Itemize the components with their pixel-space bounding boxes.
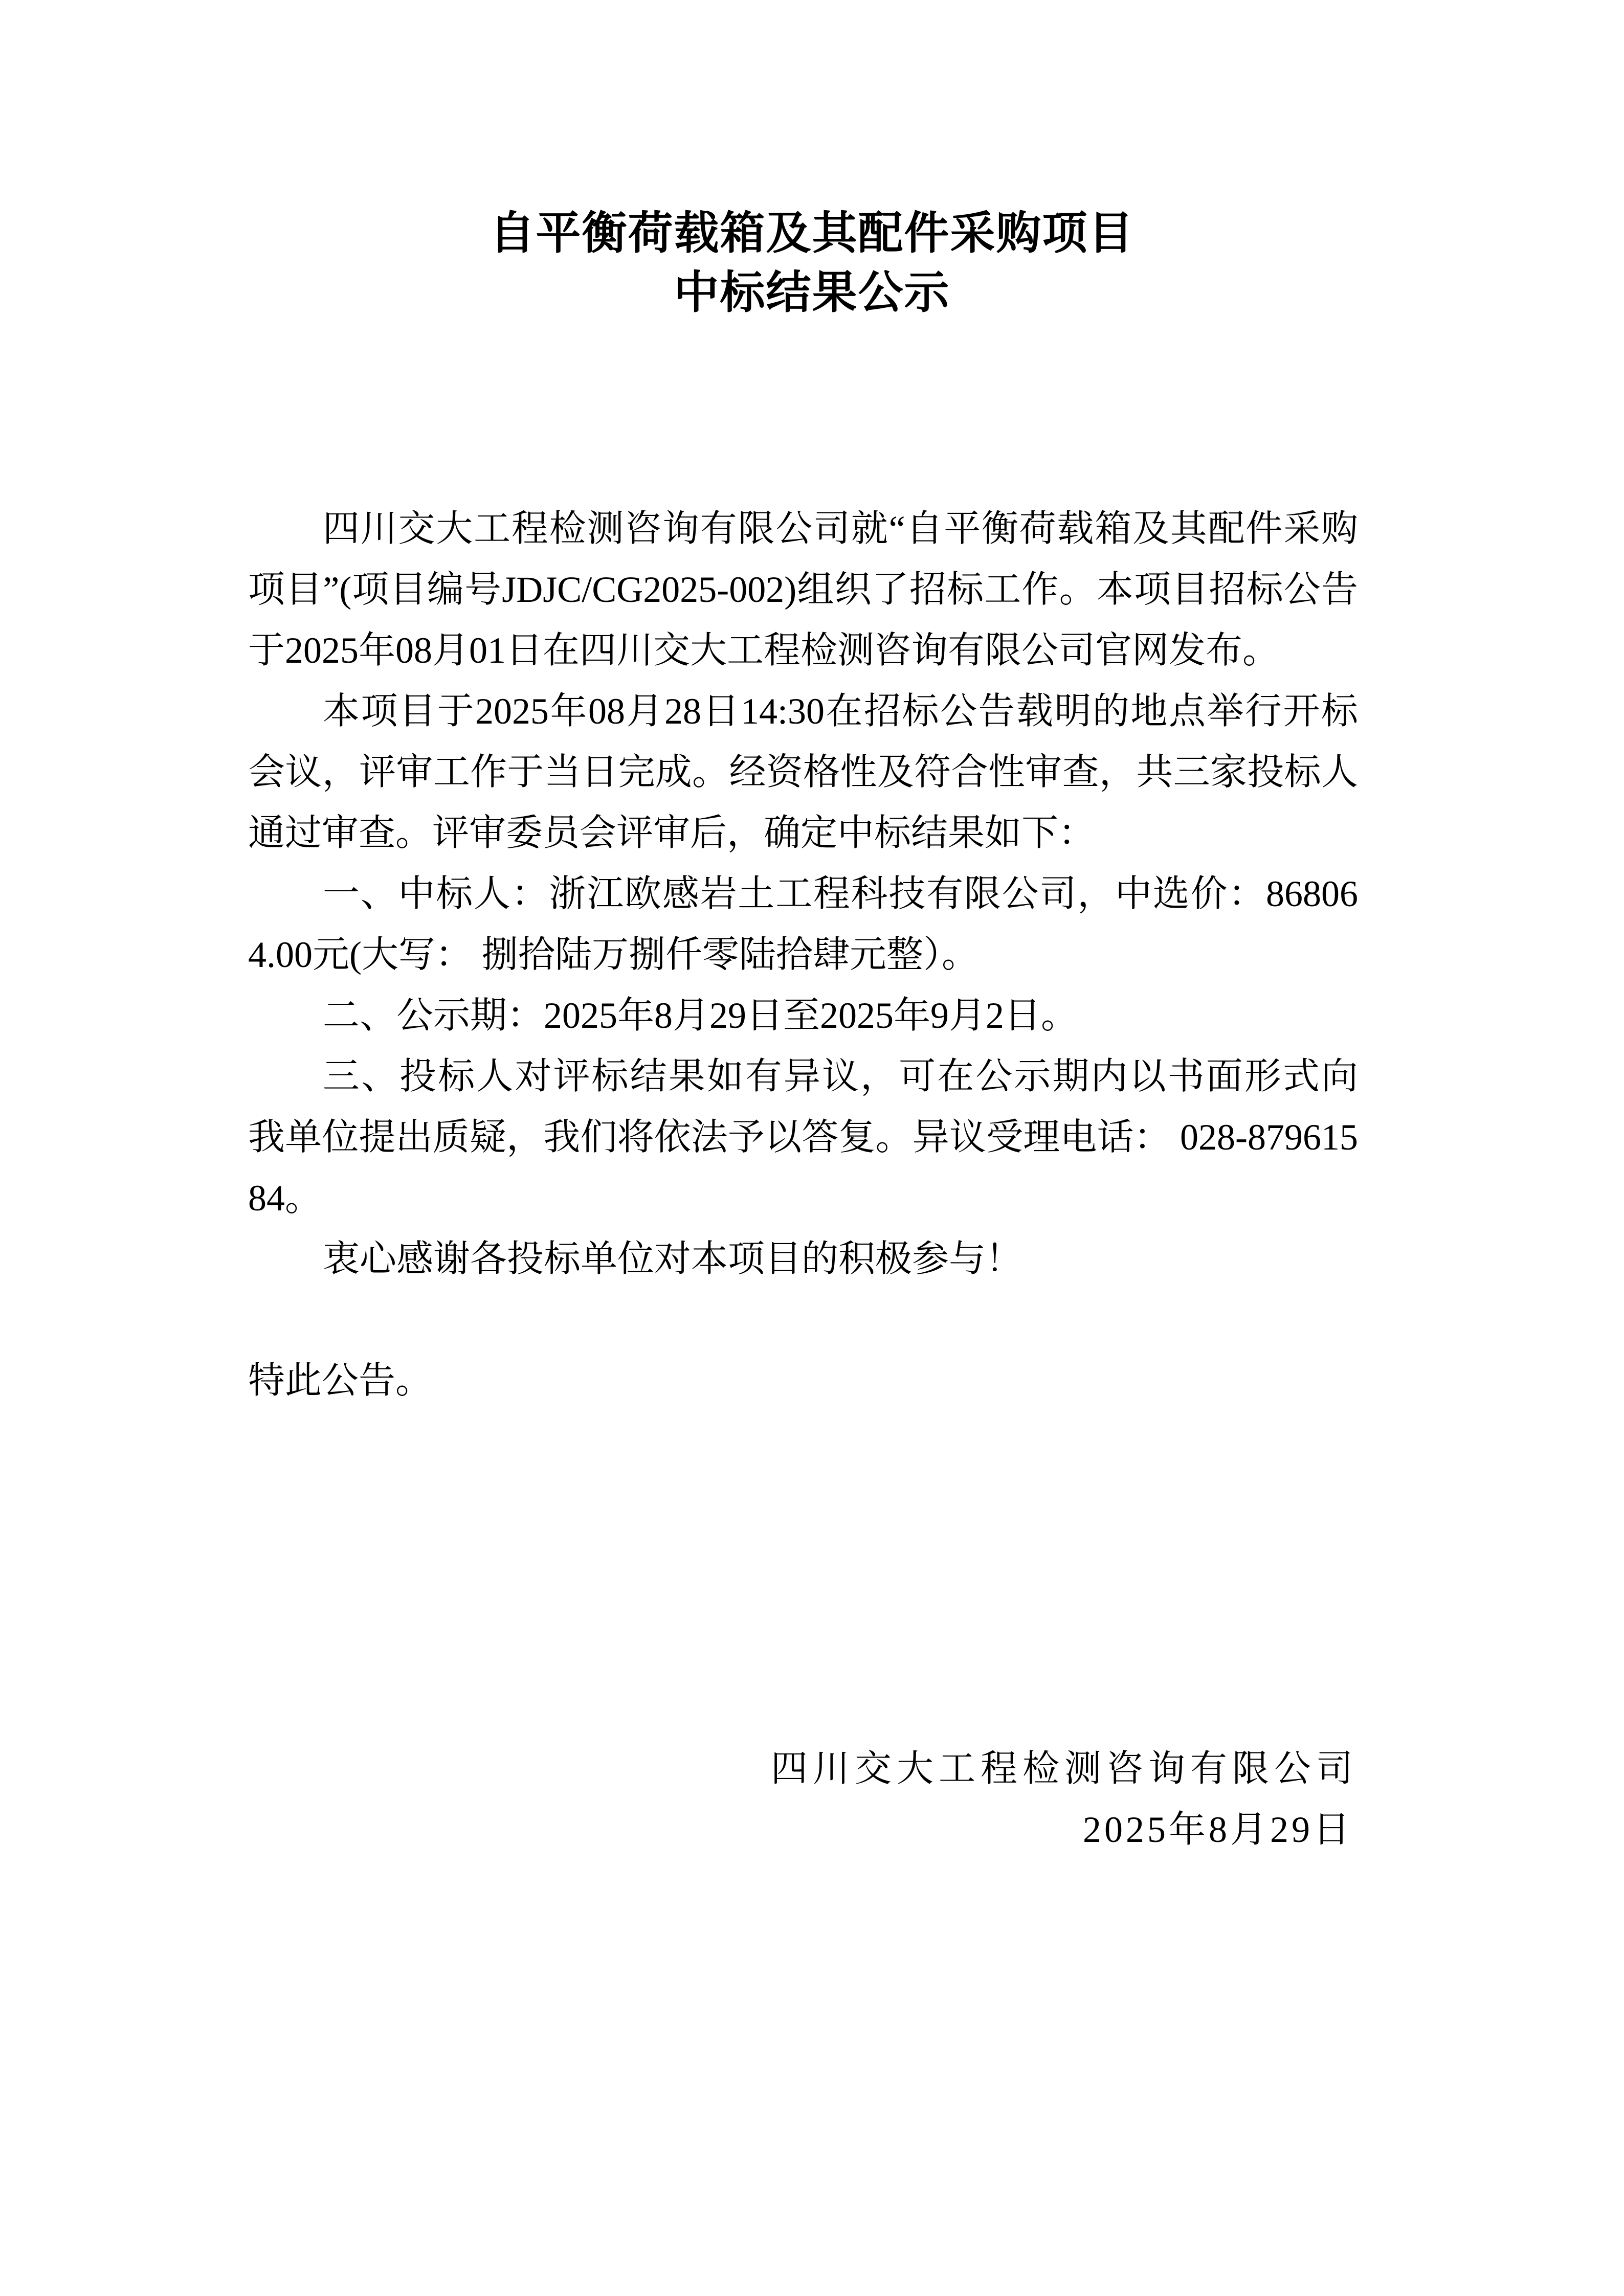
signature-date: 2025年8月29日 [1082, 1809, 1353, 1850]
document-title-block [0, 205, 1624, 323]
paragraph-item-two-publicity-period: 二、公示期：2025年8月29日至2025年9月2日。 [323, 995, 1078, 1036]
signature-organization: 四川交大工程检测咨询有限公司 [770, 1748, 1358, 1789]
paragraph-item-one-winner: 一、中标人：浙江欧感岩土工程科技有限公司，中选价：868064.00元(大写： 捌拾陆万捌仟零陆拾肆元整）。 [248, 873, 1358, 975]
paragraph-spacer [248, 1290, 1358, 1350]
paragraph-thanks: 衷心感谢各投标单位对本项目的积极参与！ [323, 1239, 1023, 1279]
paragraph-item-three-objection: 三、投标人对评标结果如有异议，可在公示期内以书面形式向 我单位提出质疑，我们将依法予以答复。异议受理电话： 028-87961584。 [248, 1056, 1358, 1219]
paragraph-bid-opening: 本项目于2025年08月28日14:30在招标公告载明的地点举行开标会议，评审工作于当日完成。经资格性及符合性审查，共三家投标人通过审查。评审委员会评审后，确定中标结果如下： [248, 691, 1358, 853]
page-title-line-2: 中标结果公示 [674, 268, 950, 318]
signature-block [248, 1739, 1358, 1860]
paragraph-intro: 四川交大工程检测咨询有限公司就“自平衡荷载箱及其配件采购项目”(项目编号JDJC/CG2025-002)组织了招标工作。本项目招标公告于2025年08月01日在四川交大工程检测咨询有限公司官网发布。 [248, 508, 1358, 671]
paragraph-closing: 特此公告。 [248, 1360, 433, 1401]
document-body [248, 499, 1358, 1411]
page-title-line-1: 自平衡荷载箱及其配件采购项目 [490, 209, 1134, 259]
